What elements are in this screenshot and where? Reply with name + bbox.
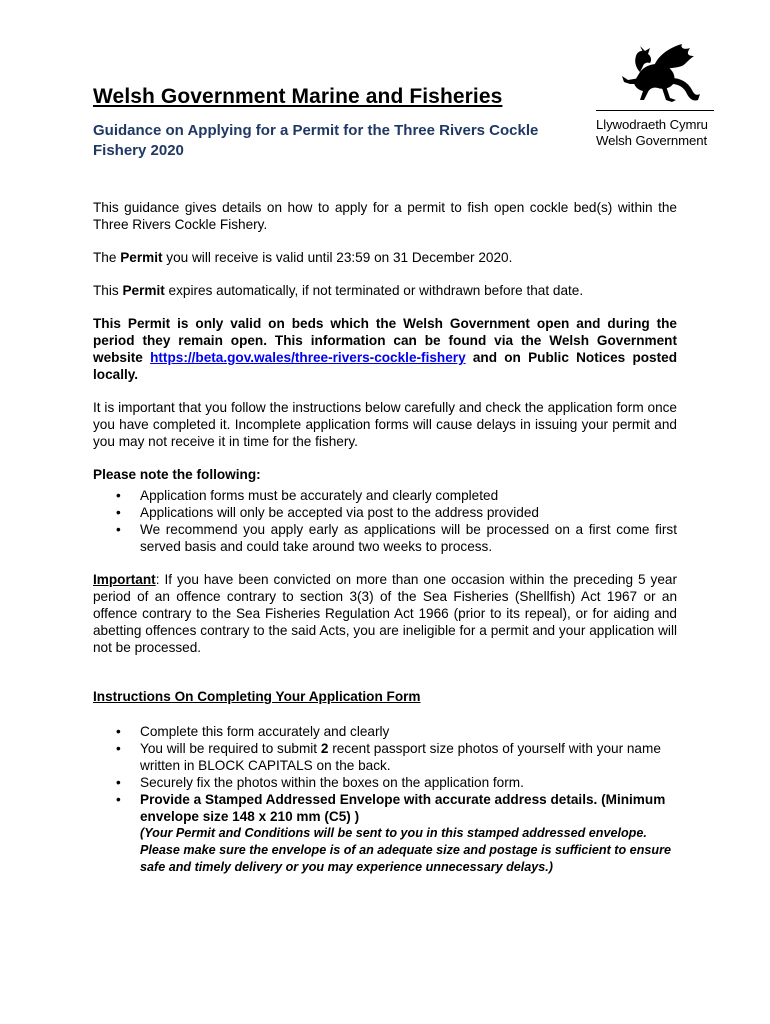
note-list (93, 487, 677, 555)
document-subtitle: Guidance on Applying for a Permit for the Three Rivers Cockle Fishery 2020 (93, 122, 539, 159)
text-run: recent passport size photos of yourself with your name written in BLOCK CAPITALS on the back. (140, 741, 661, 773)
fishery-website-link[interactable]: https://beta.gov.wales/three-rivers-cockle-fishery (150, 350, 466, 365)
document-title: Welsh Government Marine and Fisheries (93, 85, 503, 108)
text-run: The (93, 250, 121, 265)
list-item: • We recommend you apply early as applications will be processed on a first come first served basis and could take around two weeks to process. (93, 521, 677, 555)
instructions-importance-paragraph: It is important that you follow the instructions below carefully and check the application form once you have completed it. Incomplete application forms will cause delays in issuing your permit and you may not receive it in time for the fishery. (93, 400, 677, 449)
welsh-dragon-icon (610, 42, 702, 106)
text-run: This (93, 283, 123, 298)
permit-validity-paragraph (93, 249, 677, 266)
instructions-list (93, 723, 677, 876)
logo-divider (596, 110, 714, 111)
permit-expiry-paragraph (93, 282, 677, 299)
text-run: and on Public Notices posted locally. (93, 350, 677, 382)
intro-paragraph: This guidance gives details on how to apply for a permit to fish open cockle bed(s) within the Three Rivers Cockle Fishery. (93, 200, 677, 232)
list-item: • Securely fix the photos within the boxes on the application form. (93, 774, 677, 791)
text-run: This Permit is only valid on beds which the Welsh Government open and during the period they remain open. This information can be found via the Welsh Government website (93, 316, 677, 365)
list-item: • Application forms must be accurately and clearly completed (93, 487, 677, 504)
text-run: You will be required to submit (140, 741, 321, 756)
list-item (93, 791, 677, 876)
text-run: expires automatically, if not terminated or withdrawn before that date. (164, 283, 584, 298)
text-run: you will receive is valid until 23:59 on 31 December 2020. (162, 250, 513, 265)
instructions-heading: Instructions On Completing Your Application Form (93, 689, 421, 704)
permit-term: Permit (120, 250, 163, 265)
photo-count: 2 (320, 741, 329, 756)
logo-text-welsh: Llywodraeth Cymru (596, 117, 708, 132)
important-label: Important (93, 572, 156, 587)
important-paragraph (93, 571, 677, 656)
logo-text-english: Welsh Government (596, 133, 708, 148)
beds-open-paragraph (93, 315, 677, 383)
list-item: • Complete this form accurately and clearly (93, 723, 677, 740)
text-run: : If you have been convicted on more than one occasion within the preceding 5 year period of an offence contrary to section 3(3) of the Sea Fisheries (Shellfish) Act 1967 or an offence contrary to the Sea Fisheries Regulation Act 1966 (prior to its repeal), or for aiding and abetting offences contrary to the said Acts, you are ineligible for a permit and your application will not be processed. (93, 572, 677, 655)
document-body (93, 199, 677, 876)
note-heading: Please note the following: (93, 467, 261, 482)
envelope-instruction: • Provide a Stamped Addressed Envelope with accurate address details. (Minimum envelope size 148 x 210 mm (C5) ) (140, 792, 666, 824)
list-item: • Applications will only be accepted via post to the address provided (93, 504, 677, 521)
welsh-government-logo (596, 42, 720, 149)
envelope-note: (Your Permit and Conditions will be sent to you in this stamped addressed envelope. Please make sure the envelope is of an adequate size and postage is sufficient to ensure safe and timely delivery or you may experience unnecessary delays.) (140, 826, 671, 874)
list-item (93, 740, 677, 774)
permit-term: Permit (122, 283, 165, 298)
